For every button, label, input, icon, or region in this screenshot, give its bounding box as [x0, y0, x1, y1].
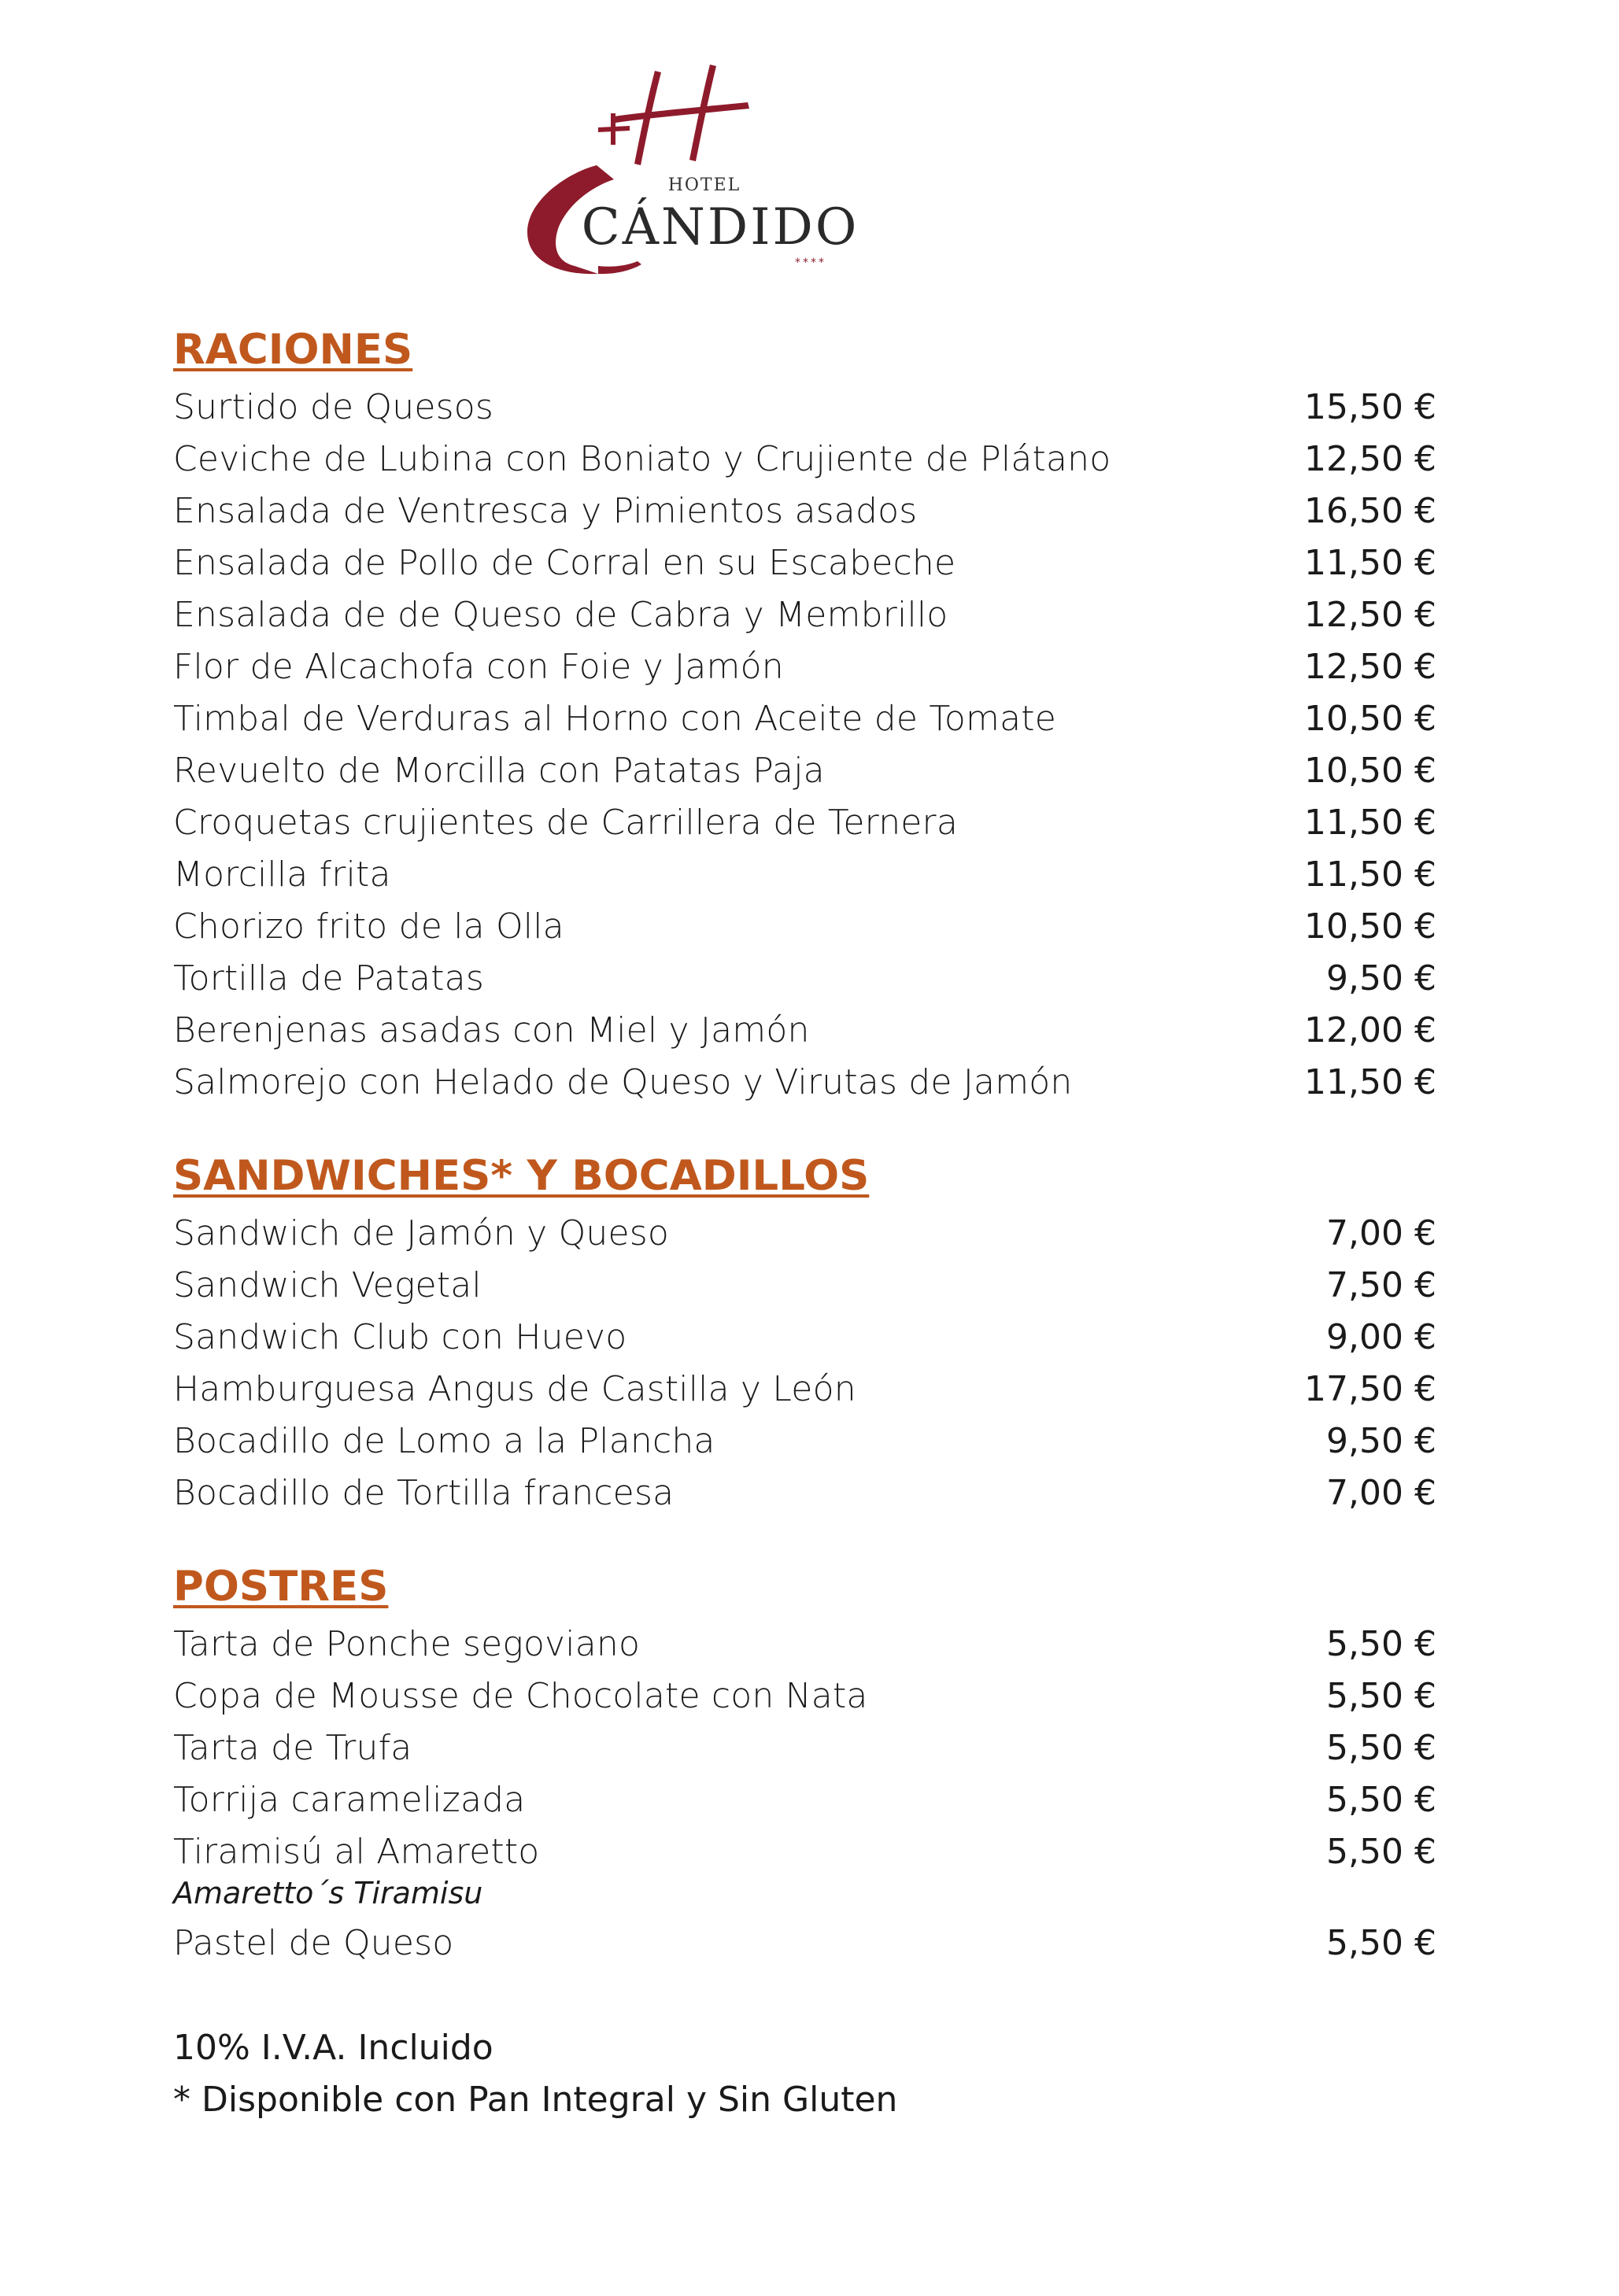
menu-item-name: Sandwich Club con Huevo — [173, 1317, 627, 1357]
menu-item-price: 9,50 € — [1326, 958, 1436, 999]
menu-item — [173, 589, 1436, 641]
logo-name-text: CÁNDIDO — [581, 198, 859, 257]
menu-item-name: Hamburguesa Angus de Castilla y León — [173, 1369, 856, 1409]
menu-item — [173, 1918, 1436, 1969]
menu-item-name: Torrija caramelizada — [173, 1780, 526, 1820]
menu-item — [173, 1005, 1436, 1057]
menu-item — [173, 797, 1436, 849]
menu-item-name: Revuelto de Morcilla con Patatas Paja — [173, 751, 825, 791]
menu-item-price: 5,50 € — [1326, 1676, 1436, 1716]
menu-item-price: 16,50 € — [1304, 491, 1436, 531]
menu-item — [173, 1826, 1436, 1878]
menu-item — [173, 745, 1436, 797]
menu-item-name: Sandwich de Jamón y Queso — [173, 1213, 670, 1253]
menu-item — [173, 1467, 1436, 1519]
menu-item — [173, 1364, 1436, 1416]
menu-item-price: 5,50 € — [1326, 1923, 1436, 1963]
menu-item-name: Berenjenas asadas con Miel y Jamón — [173, 1010, 810, 1050]
menu-item-name: Chorizo frito de la Olla — [173, 906, 564, 947]
menu-item — [173, 901, 1436, 953]
section-title-raciones: RACIONES — [173, 326, 413, 374]
menu-item-price: 11,50 € — [1304, 803, 1436, 843]
menu-item — [173, 1416, 1436, 1467]
menu-item-name: Ensalada de Pollo de Corral en su Escabeche — [173, 543, 956, 583]
menu-item-price: 12,50 € — [1304, 647, 1436, 687]
menu-item-name: Salmorejo con Helado de Queso y Virutas de Jamón — [173, 1062, 1073, 1102]
menu-item — [173, 1670, 1436, 1722]
menu-item-name: Ensalada de de Queso de Cabra y Membrillo — [173, 595, 948, 635]
menu-item-subtitle: Amaretto´s Tiramisu — [173, 1876, 483, 1910]
section-title-postres: POSTRES — [173, 1563, 389, 1611]
menu-item-name: Tiramisú al Amaretto — [173, 1832, 540, 1872]
menu-item — [173, 485, 1436, 537]
menu-item-price: 5,50 € — [1326, 1728, 1436, 1768]
menu-item — [173, 1774, 1436, 1826]
menu-item-price: 17,50 € — [1304, 1369, 1436, 1409]
menu-item-name: Croquetas crujientes de Carrillera de Ternera — [173, 803, 959, 843]
menu-item — [173, 1208, 1436, 1260]
menu-item — [173, 382, 1436, 434]
menu-item-price: 7,50 € — [1326, 1265, 1436, 1305]
menu-item — [173, 849, 1436, 901]
menu-item-price: 12,00 € — [1304, 1010, 1436, 1050]
menu-item-price: 7,00 € — [1326, 1213, 1436, 1253]
menu-item — [173, 1260, 1436, 1312]
menu-item-price: 10,50 € — [1304, 751, 1436, 791]
menu-item-price: 11,50 € — [1304, 543, 1436, 583]
menu-item-name: Sandwich Vegetal — [173, 1265, 482, 1305]
menu-item-name: Tarta de Ponche segoviano — [173, 1624, 641, 1664]
menu-item-name: Ensalada de Ventresca y Pimientos asados — [173, 491, 918, 531]
menu-item — [173, 1722, 1436, 1774]
vat-note: 10% I.V.A. Incluido — [173, 2028, 493, 2068]
menu-item-price: 10,50 € — [1304, 699, 1436, 739]
menu-item — [173, 1057, 1436, 1109]
menu-item-price: 5,50 € — [1326, 1624, 1436, 1664]
menu-item — [173, 1312, 1436, 1364]
menu-item-price: 12,50 € — [1304, 595, 1436, 635]
logo-hotel-text: HOTEL — [667, 175, 741, 195]
menu-item-price: 12,50 € — [1304, 439, 1436, 479]
menu-item-price: 9,00 € — [1326, 1317, 1436, 1357]
menu-item-name: Morcilla frita — [173, 855, 391, 895]
menu-item-price: 9,50 € — [1326, 1421, 1436, 1461]
menu-item-price: 11,50 € — [1304, 1062, 1436, 1102]
menu-item — [173, 1619, 1436, 1670]
menu-item-price: 5,50 € — [1326, 1832, 1436, 1872]
section-title-sandwiches: SANDWICHES* Y BOCADILLOS — [173, 1152, 870, 1200]
menu-item-name: Ceviche de Lubina con Boniato y Crujiente de Plátano — [173, 439, 1111, 479]
menu-item — [173, 434, 1436, 485]
menu-item-name: Tarta de Trufa — [173, 1728, 412, 1768]
menu-item-name: Surtido de Quesos — [173, 387, 493, 427]
menu-item-name: Pastel de Queso — [173, 1923, 454, 1963]
menu-item — [173, 953, 1436, 1005]
menu-item — [173, 693, 1436, 745]
menu-item-name: Copa de Mousse de Chocolate con Nata — [173, 1676, 868, 1716]
menu-item-price: 5,50 € — [1326, 1780, 1436, 1820]
menu-item-name: Tortilla de Patatas — [173, 958, 484, 999]
logo-stars: **** — [795, 257, 826, 269]
menu — [173, 0, 1436, 2296]
menu-item-price: 10,50 € — [1304, 906, 1436, 947]
menu-item-name: Bocadillo de Lomo a la Plancha — [173, 1421, 715, 1461]
menu-item-price: 11,50 € — [1304, 855, 1436, 895]
gluten-note: * Disponible con Pan Integral y Sin Gluten — [173, 2080, 898, 2120]
menu-item-name: Flor de Alcachofa con Foie y Jamón — [173, 647, 784, 687]
menu-item-price: 7,00 € — [1326, 1473, 1436, 1513]
menu-item — [173, 537, 1436, 589]
menu-item-name: Timbal de Verduras al Horno con Aceite de Tomate — [173, 699, 1056, 739]
menu-item-price: 15,50 € — [1304, 387, 1436, 427]
menu-item-name: Bocadillo de Tortilla francesa — [173, 1473, 675, 1513]
menu-item — [173, 641, 1436, 693]
